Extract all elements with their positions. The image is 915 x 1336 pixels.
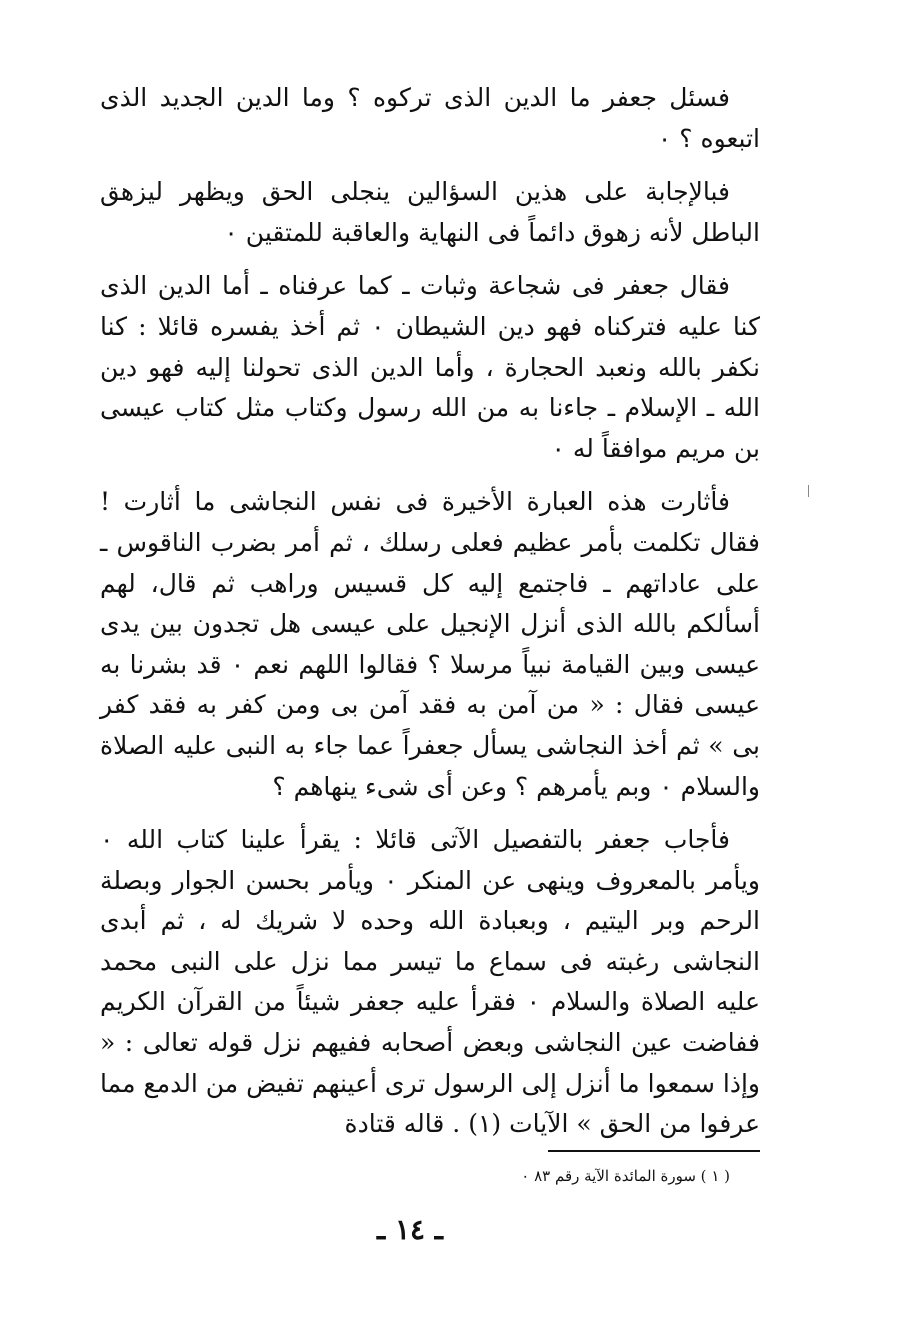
footnote-separator	[548, 1150, 760, 1152]
paragraph-3: فقال جعفر فى شجاعة وثبات ـ كما عرفناه ـ أما الدين الذى كنا عليه فتركناه فهو دين الشيطان ٠ ثم أخذ يفسره قائلا : كنا نكفر بالله ونعبد الحجارة ، وأما الدين الذى تحولنا إليه فهو دين الله ـ الإسلام ـ جاءنا به من الله رسول وكتاب مثل كتاب عيسى بن مريم موافقاً له ٠	[100, 271, 760, 463]
page-number: ـ ١٤ ـ	[377, 1213, 443, 1246]
paragraph-2: فبالإجابة على هذين السؤالين ينجلى الحق ويظهر ليزهق الباطل لأنه زهوق دائماً فى النهاية والعاقبة للمتقين ٠	[100, 177, 760, 247]
paragraph-5: فأجاب جعفر بالتفصيل الآتى قائلا : يقرأ علينا كتاب الله ٠ ويأمر بالمعروف وينهى عن المنكر ٠ ويأمر بحسن الجوار وبصلة الرحم وبر اليتيم ، وبعبادة الله وحده لا شريك له ، ثم أبدى النجاشى رغبته فى سماع ما تيسر مما نزل على النبى محمد عليه الصلاة والسلام ٠ فقرأ عليه جعفر شيئاً من القرآن الكريم ففاضت عين النجاشى وبعض أصحابه ففيهم نزل قوله تعالى : « وإذا سمعوا ما أنزل إلى الرسول ترى أعينهم تفيض من الدمع مما عرفوا من الحق » الآيات (١) . قاله قتادة	[100, 825, 761, 1139]
main-text	[100, 78, 760, 1145]
margin-mark	[808, 485, 809, 497]
paragraph-1: فسئل جعفر ما الدين الذى تركوه ؟ وما الدين الجديد الذى اتبعوه ؟ ٠	[100, 83, 760, 153]
paragraph-4: فأثارت هذه العبارة الأخيرة فى نفس النجاشى ما أثارت ! فقال تكلمت بأمر عظيم فعلى رسلك ، ثم أمر بضرب الناقوس ـ على عاداتهم ـ فاجتمع إليه كل قسيس وراهب ثم قال، لهم أسألكم بالله الذى أنزل الإنجيل على عيسى هل تجدون بين يدى عيسى وبين القيامة نبياً مرسلا ؟ فقالوا اللهم نعم ٠ قد بشرنا به عيسى فقال : « من آمن به فقد آمن بى ومن كفر به فقد كفر بى » ثم أخذ النجاشى يسأل جعفراً عما جاء به النبى عليه الصلاة والسلام ٠ وبم يأمرهم ؟ وعن أى شىء ينهاهم ؟	[100, 487, 760, 801]
footnote: ( ١ ) سورة المائدة الآية رقم ٨٣ ٠	[521, 1167, 730, 1185]
